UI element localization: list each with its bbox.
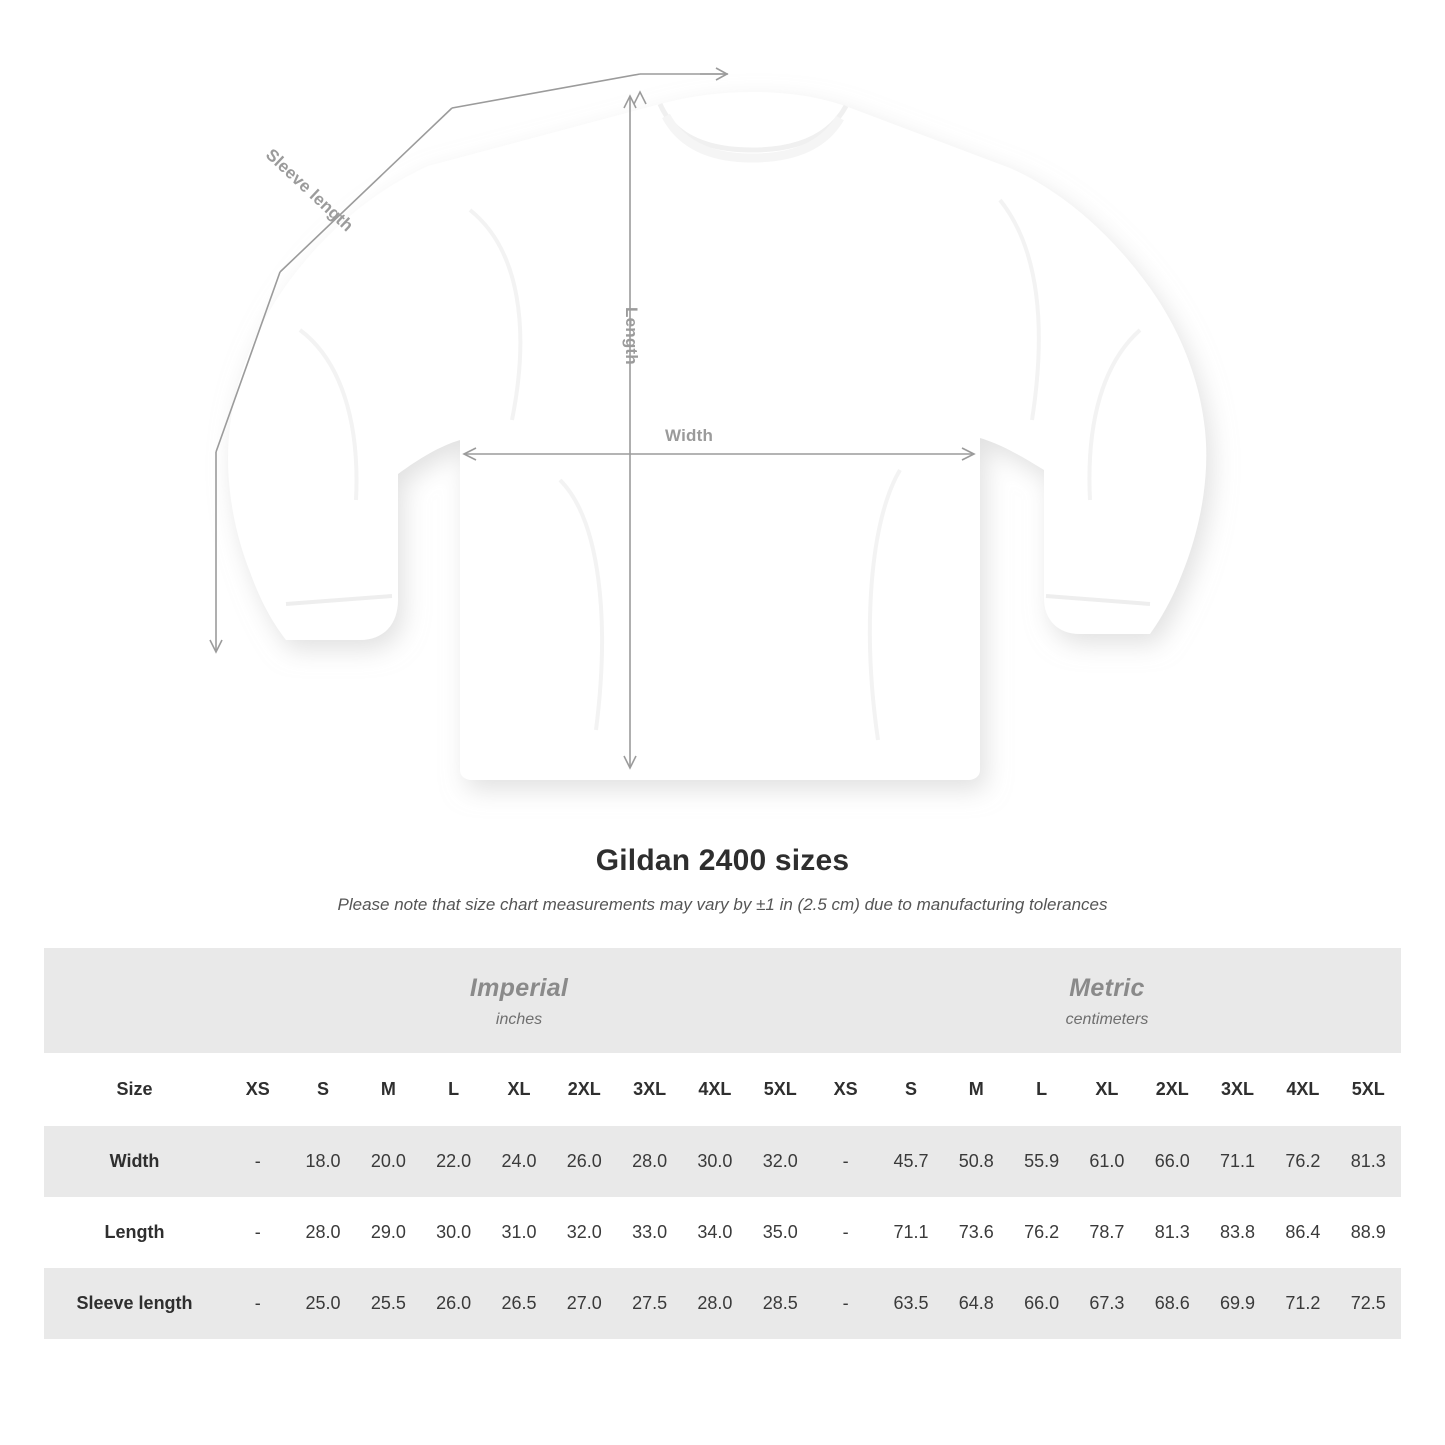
cell-length-metric-2xl: 81.3 — [1140, 1197, 1205, 1268]
unit-spacer-cell — [44, 948, 225, 1053]
cell-width-imperial-4xl: 30.0 — [682, 1126, 747, 1197]
size-chart-table — [44, 948, 1401, 1339]
cell-sleeve-metric-4xl: 71.2 — [1270, 1268, 1335, 1339]
cell-sleeve-metric-xl: 67.3 — [1074, 1268, 1139, 1339]
page-title: Gildan 2400 sizes — [595, 844, 850, 877]
cell-sleeve-imperial-2xl: 27.0 — [552, 1268, 617, 1339]
cell-sleeve-metric-m: 64.8 — [944, 1268, 1009, 1339]
cell-width-imperial-xs: - — [225, 1126, 290, 1197]
cell-width-metric-s: 45.7 — [878, 1126, 943, 1197]
shirt-shape — [228, 92, 1206, 780]
cell-width-imperial-5xl: 32.0 — [748, 1126, 813, 1197]
cell-sleeve-metric-2xl: 68.6 — [1140, 1268, 1205, 1339]
cell-length-metric-xl: 78.7 — [1074, 1197, 1139, 1268]
unit-group-imperial-name: Imperial — [469, 974, 569, 1002]
unit-group-imperial-sub: inches — [495, 1011, 543, 1028]
unit-group-imperial — [225, 948, 813, 1053]
cell-sleeve-imperial-s: 25.0 — [290, 1268, 355, 1339]
cell-length-metric-3xl: 83.8 — [1205, 1197, 1270, 1268]
cell-sleeve-metric-l: 66.0 — [1009, 1268, 1074, 1339]
cell-length-imperial-m: 29.0 — [356, 1197, 421, 1268]
unit-group-metric-name: Metric — [1069, 974, 1145, 1002]
column-header-imperial-5xl: 5XL — [748, 1053, 813, 1126]
cell-length-metric-l: 76.2 — [1009, 1197, 1074, 1268]
column-header-metric-2xl: 2XL — [1140, 1053, 1205, 1126]
cell-length-imperial-xl: 31.0 — [486, 1197, 551, 1268]
width-label: Width — [665, 426, 714, 445]
unit-group-metric-sub: centimeters — [1065, 1011, 1149, 1028]
column-header-metric-l: L — [1009, 1053, 1074, 1126]
sleeve-length-label: Sleeve length — [262, 145, 358, 236]
column-header-size: Size — [44, 1053, 225, 1126]
column-header-imperial-s: S — [290, 1053, 355, 1126]
table-row — [44, 1126, 1401, 1197]
column-header-imperial-4xl: 4XL — [682, 1053, 747, 1126]
cell-length-metric-m: 73.6 — [944, 1197, 1009, 1268]
column-header-metric-m: M — [944, 1053, 1009, 1126]
cell-width-imperial-m: 20.0 — [356, 1126, 421, 1197]
cell-sleeve-imperial-m: 25.5 — [356, 1268, 421, 1339]
title-block — [0, 844, 1445, 915]
cell-sleeve-metric-3xl: 69.9 — [1205, 1268, 1270, 1339]
column-header-metric-xl: XL — [1074, 1053, 1139, 1126]
cell-width-metric-m: 50.8 — [944, 1126, 1009, 1197]
size-chart-table-wrap — [44, 948, 1401, 1339]
size-header-row — [44, 1053, 1401, 1126]
column-header-metric-s: S — [878, 1053, 943, 1126]
cell-width-imperial-s: 18.0 — [290, 1126, 355, 1197]
column-header-imperial-xl: XL — [486, 1053, 551, 1126]
row-label-width: Width — [44, 1126, 225, 1197]
row-label-sleeve-length: Sleeve length — [44, 1268, 225, 1339]
cell-sleeve-imperial-3xl: 27.5 — [617, 1268, 682, 1339]
cell-width-imperial-l: 22.0 — [421, 1126, 486, 1197]
column-header-metric-4xl: 4XL — [1270, 1053, 1335, 1126]
cell-length-imperial-s: 28.0 — [290, 1197, 355, 1268]
cell-width-metric-xl: 61.0 — [1074, 1126, 1139, 1197]
length-label: Length — [622, 307, 641, 365]
table-row — [44, 1197, 1401, 1268]
cell-width-imperial-xl: 24.0 — [486, 1126, 551, 1197]
column-header-imperial-3xl: 3XL — [617, 1053, 682, 1126]
column-header-imperial-2xl: 2XL — [552, 1053, 617, 1126]
cell-width-metric-4xl: 76.2 — [1270, 1126, 1335, 1197]
column-header-imperial-l: L — [421, 1053, 486, 1126]
cell-width-imperial-2xl: 26.0 — [552, 1126, 617, 1197]
cell-length-imperial-xs: - — [225, 1197, 290, 1268]
table-row — [44, 1268, 1401, 1339]
cell-sleeve-metric-5xl: 72.5 — [1336, 1268, 1402, 1339]
unit-group-metric — [813, 948, 1401, 1053]
cell-width-metric-3xl: 71.1 — [1205, 1126, 1270, 1197]
column-header-imperial-m: M — [356, 1053, 421, 1126]
cell-sleeve-imperial-l: 26.0 — [421, 1268, 486, 1339]
column-header-metric-5xl: 5XL — [1336, 1053, 1402, 1126]
cell-sleeve-imperial-xl: 26.5 — [486, 1268, 551, 1339]
tolerance-note: Please note that size chart measurements may vary by ±1 in (2.5 cm) due to manufacturing tolerances — [337, 895, 1108, 914]
row-label-length: Length — [44, 1197, 225, 1268]
cell-width-imperial-3xl: 28.0 — [617, 1126, 682, 1197]
cell-length-imperial-3xl: 33.0 — [617, 1197, 682, 1268]
cell-sleeve-imperial-4xl: 28.0 — [682, 1268, 747, 1339]
cell-sleeve-metric-s: 63.5 — [878, 1268, 943, 1339]
cell-width-metric-xs: - — [813, 1126, 878, 1197]
cell-width-metric-2xl: 66.0 — [1140, 1126, 1205, 1197]
cell-length-metric-5xl: 88.9 — [1336, 1197, 1402, 1268]
cell-sleeve-imperial-5xl: 28.5 — [748, 1268, 813, 1339]
cell-length-imperial-5xl: 35.0 — [748, 1197, 813, 1268]
cell-length-imperial-2xl: 32.0 — [552, 1197, 617, 1268]
cell-length-metric-s: 71.1 — [878, 1197, 943, 1268]
cell-sleeve-metric-xs: - — [813, 1268, 878, 1339]
cell-length-metric-4xl: 86.4 — [1270, 1197, 1335, 1268]
column-header-metric-3xl: 3XL — [1205, 1053, 1270, 1126]
column-header-imperial-xs: XS — [225, 1053, 290, 1126]
cell-length-imperial-4xl: 34.0 — [682, 1197, 747, 1268]
cell-width-metric-l: 55.9 — [1009, 1126, 1074, 1197]
unit-group-row — [44, 948, 1401, 1053]
cell-length-imperial-l: 30.0 — [421, 1197, 486, 1268]
column-header-metric-xs: XS — [813, 1053, 878, 1126]
cell-sleeve-imperial-xs: - — [225, 1268, 290, 1339]
cell-width-metric-5xl: 81.3 — [1336, 1126, 1402, 1197]
cell-length-metric-xs: - — [813, 1197, 878, 1268]
